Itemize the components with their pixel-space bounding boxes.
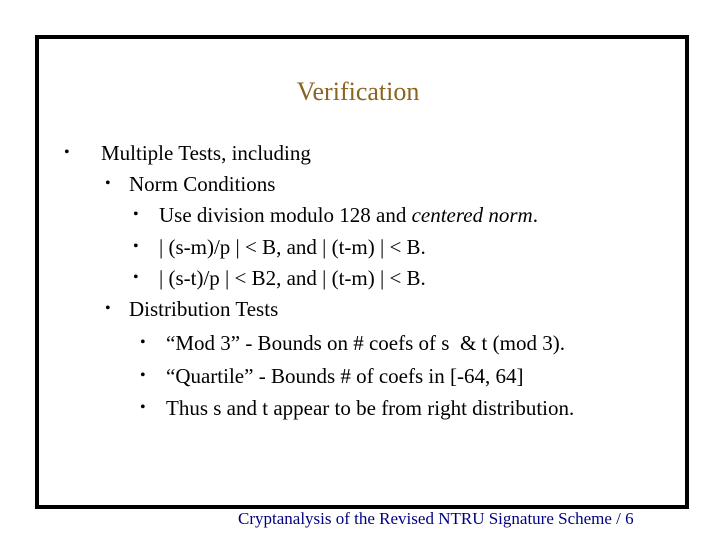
bullet-icon: • [140, 367, 146, 384]
slide-footer: Cryptanalysis of the Revised NTRU Signature Scheme / 6 [238, 509, 634, 528]
bullet-icon: • [105, 175, 111, 192]
bullet-icon: • [133, 269, 139, 286]
list-item: | (s-m)/p | < B, and | (t-m) | < B. [159, 235, 426, 259]
list-item: Multiple Tests, including [101, 141, 311, 165]
bullet-icon: • [64, 144, 70, 161]
list-item: Distribution Tests [129, 297, 279, 321]
list-item: “Quartile” - Bounds # of coefs in [-64, 64] [166, 364, 524, 388]
bullet-icon: • [140, 334, 146, 351]
bullet-icon: • [133, 206, 139, 223]
bullet-icon: • [133, 238, 139, 255]
list-item [159, 202, 538, 228]
list-item: “Mod 3” - Bounds on # coefs of s & t (mod 3). [166, 331, 565, 355]
slide-title: Verification [296, 77, 420, 106]
list-item-text-suffix: . [532, 203, 538, 227]
bullet-icon: • [140, 399, 146, 416]
bullet-icon: • [105, 300, 111, 317]
list-item-emphasis: centered norm [411, 203, 533, 227]
list-item: | (s-t)/p | < B2, and | (t-m) | < B. [159, 266, 426, 290]
list-item-text: Use division modulo 128 and [159, 203, 412, 227]
list-item: Thus s and t appear to be from right distribution. [166, 396, 575, 420]
list-item: Norm Conditions [129, 172, 276, 196]
